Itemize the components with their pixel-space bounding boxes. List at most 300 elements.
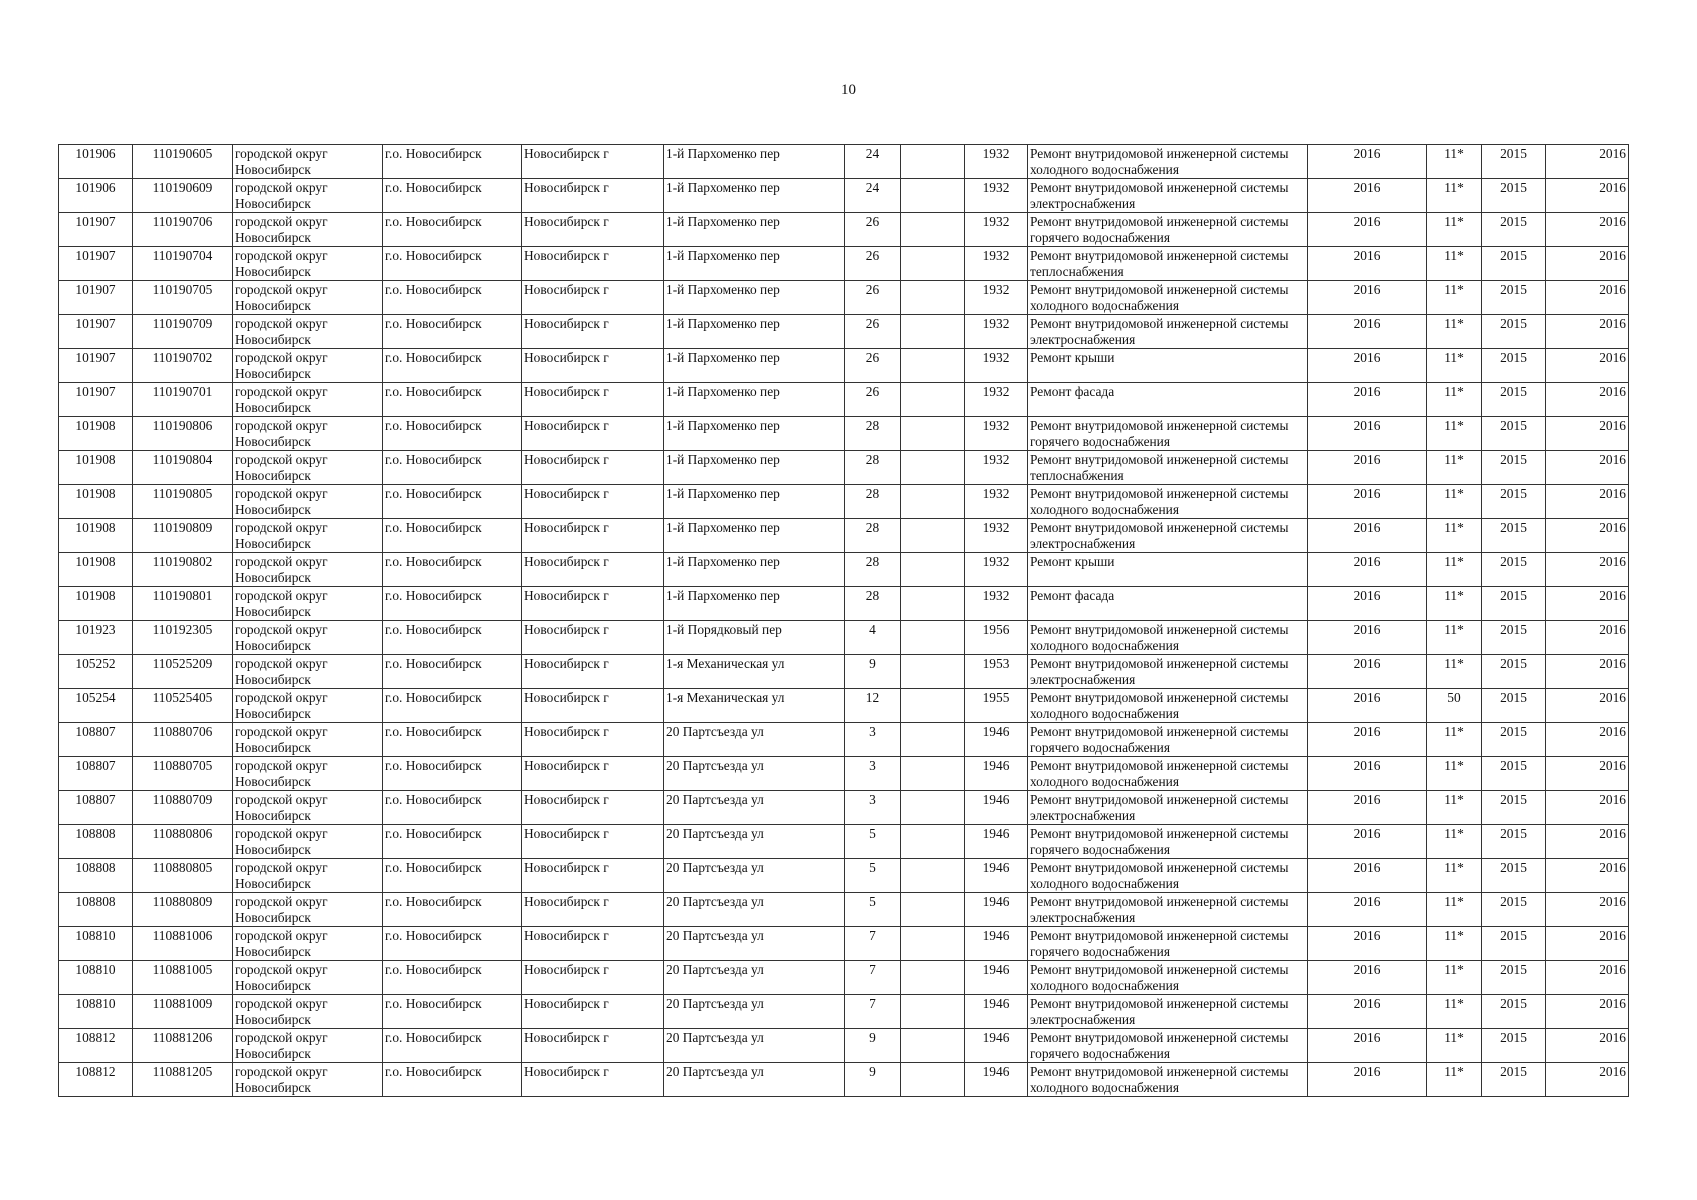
construction-year-cell: 1932 <box>965 213 1028 247</box>
table-body <box>59 145 1629 1097</box>
table-row <box>59 417 1629 451</box>
planned-year-cell: 2016 <box>1308 553 1427 587</box>
period-start-cell: 2015 <box>1482 179 1546 213</box>
construction-year-cell: 1946 <box>965 791 1028 825</box>
period-start-cell: 2015 <box>1482 587 1546 621</box>
municipality-cell: городской округ Новосибирск <box>233 655 383 689</box>
period-end-cell: 2016 <box>1546 587 1629 621</box>
work-type-cell: Ремонт внутридомовой инженерной системы электроснабжения <box>1028 893 1308 927</box>
table-row <box>59 485 1629 519</box>
period-start-cell: 2015 <box>1482 621 1546 655</box>
municipality-cell: городской округ Новосибирск <box>233 145 383 179</box>
settlement-cell: Новосибирск г <box>522 893 664 927</box>
work-id-cell: 110880806 <box>133 825 233 859</box>
municipality-cell: городской округ Новосибирск <box>233 621 383 655</box>
settlement-cell: Новосибирск г <box>522 213 664 247</box>
house-number-cell: 28 <box>845 553 901 587</box>
code-cell: 11* <box>1427 1063 1482 1097</box>
period-end-cell: 2016 <box>1546 791 1629 825</box>
table-row <box>59 519 1629 553</box>
work-id-cell: 110190804 <box>133 451 233 485</box>
planned-year-cell: 2016 <box>1308 281 1427 315</box>
house-id-cell: 108808 <box>59 893 133 927</box>
district-cell: г.о. Новосибирск <box>383 927 522 961</box>
settlement-cell: Новосибирск г <box>522 281 664 315</box>
code-cell: 50 <box>1427 689 1482 723</box>
period-start-cell: 2015 <box>1482 281 1546 315</box>
period-start-cell: 2015 <box>1482 927 1546 961</box>
code-cell: 11* <box>1427 315 1482 349</box>
building-cell <box>901 689 965 723</box>
table-row <box>59 281 1629 315</box>
settlement-cell: Новосибирск г <box>522 927 664 961</box>
period-end-cell: 2016 <box>1546 485 1629 519</box>
building-cell <box>901 825 965 859</box>
house-number-cell: 28 <box>845 451 901 485</box>
house-number-cell: 7 <box>845 995 901 1029</box>
code-cell: 11* <box>1427 485 1482 519</box>
municipality-cell: городской округ Новосибирск <box>233 247 383 281</box>
house-id-cell: 108808 <box>59 859 133 893</box>
work-id-cell: 110190805 <box>133 485 233 519</box>
settlement-cell: Новосибирск г <box>522 145 664 179</box>
period-start-cell: 2015 <box>1482 451 1546 485</box>
capital-repair-table <box>58 144 1629 1097</box>
house-id-cell: 101906 <box>59 179 133 213</box>
settlement-cell: Новосибирск г <box>522 485 664 519</box>
planned-year-cell: 2016 <box>1308 757 1427 791</box>
work-type-cell: Ремонт внутридомовой инженерной системы холодного водоснабжения <box>1028 145 1308 179</box>
period-end-cell: 2016 <box>1546 349 1629 383</box>
period-start-cell: 2015 <box>1482 723 1546 757</box>
house-id-cell: 101908 <box>59 519 133 553</box>
work-id-cell: 110881009 <box>133 995 233 1029</box>
house-number-cell: 26 <box>845 349 901 383</box>
code-cell: 11* <box>1427 961 1482 995</box>
work-id-cell: 110190806 <box>133 417 233 451</box>
house-number-cell: 26 <box>845 247 901 281</box>
code-cell: 11* <box>1427 1029 1482 1063</box>
building-cell <box>901 281 965 315</box>
planned-year-cell: 2016 <box>1308 485 1427 519</box>
settlement-cell: Новосибирск г <box>522 417 664 451</box>
code-cell: 11* <box>1427 655 1482 689</box>
municipality-cell: городской округ Новосибирск <box>233 213 383 247</box>
work-id-cell: 110881005 <box>133 961 233 995</box>
street-cell: 20 Партсъезда ул <box>664 1063 845 1097</box>
period-end-cell: 2016 <box>1546 927 1629 961</box>
construction-year-cell: 1932 <box>965 485 1028 519</box>
period-end-cell: 2016 <box>1546 961 1629 995</box>
house-number-cell: 28 <box>845 417 901 451</box>
table-row <box>59 859 1629 893</box>
planned-year-cell: 2016 <box>1308 927 1427 961</box>
house-number-cell: 3 <box>845 757 901 791</box>
work-id-cell: 110190701 <box>133 383 233 417</box>
house-number-cell: 5 <box>845 825 901 859</box>
settlement-cell: Новосибирск г <box>522 791 664 825</box>
building-cell <box>901 961 965 995</box>
house-number-cell: 5 <box>845 859 901 893</box>
work-id-cell: 110880709 <box>133 791 233 825</box>
house-number-cell: 12 <box>845 689 901 723</box>
work-type-cell: Ремонт внутридомовой инженерной системы холодного водоснабжения <box>1028 961 1308 995</box>
table-row <box>59 553 1629 587</box>
work-id-cell: 110880706 <box>133 723 233 757</box>
code-cell: 11* <box>1427 213 1482 247</box>
house-id-cell: 108810 <box>59 995 133 1029</box>
district-cell: г.о. Новосибирск <box>383 859 522 893</box>
period-start-cell: 2015 <box>1482 383 1546 417</box>
municipality-cell: городской округ Новосибирск <box>233 1029 383 1063</box>
construction-year-cell: 1946 <box>965 995 1028 1029</box>
construction-year-cell: 1932 <box>965 349 1028 383</box>
street-cell: 1-й Пархоменко пер <box>664 417 845 451</box>
table-row <box>59 213 1629 247</box>
building-cell <box>901 655 965 689</box>
work-type-cell: Ремонт внутридомовой инженерной системы холодного водоснабжения <box>1028 621 1308 655</box>
house-id-cell: 101907 <box>59 281 133 315</box>
period-start-cell: 2015 <box>1482 689 1546 723</box>
building-cell <box>901 621 965 655</box>
house-number-cell: 9 <box>845 655 901 689</box>
building-cell <box>901 519 965 553</box>
building-cell <box>901 1029 965 1063</box>
planned-year-cell: 2016 <box>1308 315 1427 349</box>
work-id-cell: 110880809 <box>133 893 233 927</box>
house-number-cell: 7 <box>845 927 901 961</box>
house-number-cell: 26 <box>845 315 901 349</box>
period-end-cell: 2016 <box>1546 859 1629 893</box>
code-cell: 11* <box>1427 451 1482 485</box>
code-cell: 11* <box>1427 247 1482 281</box>
municipality-cell: городской округ Новосибирск <box>233 485 383 519</box>
code-cell: 11* <box>1427 723 1482 757</box>
period-start-cell: 2015 <box>1482 859 1546 893</box>
construction-year-cell: 1946 <box>965 859 1028 893</box>
code-cell: 11* <box>1427 145 1482 179</box>
settlement-cell: Новосибирск г <box>522 961 664 995</box>
building-cell <box>901 315 965 349</box>
planned-year-cell: 2016 <box>1308 451 1427 485</box>
construction-year-cell: 1955 <box>965 689 1028 723</box>
house-number-cell: 3 <box>845 791 901 825</box>
house-id-cell: 101907 <box>59 349 133 383</box>
planned-year-cell: 2016 <box>1308 655 1427 689</box>
construction-year-cell: 1946 <box>965 1029 1028 1063</box>
municipality-cell: городской округ Новосибирск <box>233 927 383 961</box>
district-cell: г.о. Новосибирск <box>383 961 522 995</box>
code-cell: 11* <box>1427 553 1482 587</box>
work-type-cell: Ремонт внутридомовой инженерной системы холодного водоснабжения <box>1028 1063 1308 1097</box>
work-id-cell: 110190809 <box>133 519 233 553</box>
table-row <box>59 961 1629 995</box>
work-id-cell: 110190706 <box>133 213 233 247</box>
work-id-cell: 110190802 <box>133 553 233 587</box>
building-cell <box>901 893 965 927</box>
code-cell: 11* <box>1427 927 1482 961</box>
planned-year-cell: 2016 <box>1308 689 1427 723</box>
period-end-cell: 2016 <box>1546 145 1629 179</box>
building-cell <box>901 349 965 383</box>
house-id-cell: 108810 <box>59 961 133 995</box>
district-cell: г.о. Новосибирск <box>383 417 522 451</box>
street-cell: 1-й Пархоменко пер <box>664 315 845 349</box>
municipality-cell: городской округ Новосибирск <box>233 281 383 315</box>
period-start-cell: 2015 <box>1482 315 1546 349</box>
district-cell: г.о. Новосибирск <box>383 689 522 723</box>
planned-year-cell: 2016 <box>1308 825 1427 859</box>
period-end-cell: 2016 <box>1546 757 1629 791</box>
table-row <box>59 1063 1629 1097</box>
work-id-cell: 110190705 <box>133 281 233 315</box>
work-type-cell: Ремонт внутридомовой инженерной системы горячего водоснабжения <box>1028 723 1308 757</box>
district-cell: г.о. Новосибирск <box>383 179 522 213</box>
period-end-cell: 2016 <box>1546 519 1629 553</box>
house-number-cell: 26 <box>845 213 901 247</box>
house-id-cell: 108812 <box>59 1063 133 1097</box>
municipality-cell: городской округ Новосибирск <box>233 315 383 349</box>
construction-year-cell: 1932 <box>965 417 1028 451</box>
planned-year-cell: 2016 <box>1308 791 1427 825</box>
building-cell <box>901 485 965 519</box>
house-id-cell: 105252 <box>59 655 133 689</box>
house-number-cell: 4 <box>845 621 901 655</box>
work-type-cell: Ремонт внутридомовой инженерной системы горячего водоснабжения <box>1028 825 1308 859</box>
street-cell: 1-й Порядковый пер <box>664 621 845 655</box>
work-type-cell: Ремонт внутридомовой инженерной системы горячего водоснабжения <box>1028 1029 1308 1063</box>
work-type-cell: Ремонт внутридомовой инженерной системы холодного водоснабжения <box>1028 485 1308 519</box>
house-number-cell: 7 <box>845 961 901 995</box>
work-type-cell: Ремонт внутридомовой инженерной системы горячего водоснабжения <box>1028 213 1308 247</box>
building-cell <box>901 1063 965 1097</box>
house-id-cell: 101907 <box>59 383 133 417</box>
period-start-cell: 2015 <box>1482 1063 1546 1097</box>
street-cell: 20 Партсъезда ул <box>664 927 845 961</box>
municipality-cell: городской округ Новосибирск <box>233 417 383 451</box>
work-id-cell: 110881206 <box>133 1029 233 1063</box>
street-cell: 1-й Пархоменко пер <box>664 451 845 485</box>
period-end-cell: 2016 <box>1546 383 1629 417</box>
house-id-cell: 108812 <box>59 1029 133 1063</box>
period-end-cell: 2016 <box>1546 553 1629 587</box>
district-cell: г.о. Новосибирск <box>383 315 522 349</box>
planned-year-cell: 2016 <box>1308 961 1427 995</box>
planned-year-cell: 2016 <box>1308 213 1427 247</box>
table-row <box>59 315 1629 349</box>
table-row <box>59 349 1629 383</box>
construction-year-cell: 1946 <box>965 757 1028 791</box>
work-type-cell: Ремонт внутридомовой инженерной системы электроснабжения <box>1028 995 1308 1029</box>
settlement-cell: Новосибирск г <box>522 689 664 723</box>
municipality-cell: городской округ Новосибирск <box>233 519 383 553</box>
work-id-cell: 110881006 <box>133 927 233 961</box>
house-number-cell: 28 <box>845 485 901 519</box>
building-cell <box>901 145 965 179</box>
period-end-cell: 2016 <box>1546 723 1629 757</box>
table-row <box>59 587 1629 621</box>
street-cell: 1-й Пархоменко пер <box>664 383 845 417</box>
building-cell <box>901 553 965 587</box>
house-id-cell: 101907 <box>59 247 133 281</box>
code-cell: 11* <box>1427 587 1482 621</box>
settlement-cell: Новосибирск г <box>522 587 664 621</box>
period-start-cell: 2015 <box>1482 655 1546 689</box>
district-cell: г.о. Новосибирск <box>383 383 522 417</box>
house-number-cell: 24 <box>845 179 901 213</box>
period-start-cell: 2015 <box>1482 349 1546 383</box>
period-end-cell: 2016 <box>1546 179 1629 213</box>
building-cell <box>901 587 965 621</box>
house-id-cell: 101907 <box>59 315 133 349</box>
municipality-cell: городской округ Новосибирск <box>233 349 383 383</box>
construction-year-cell: 1946 <box>965 961 1028 995</box>
period-end-cell: 2016 <box>1546 1029 1629 1063</box>
period-end-cell: 2016 <box>1546 825 1629 859</box>
municipality-cell: городской округ Новосибирск <box>233 723 383 757</box>
municipality-cell: городской округ Новосибирск <box>233 587 383 621</box>
work-type-cell: Ремонт внутридомовой инженерной системы холодного водоснабжения <box>1028 281 1308 315</box>
period-start-cell: 2015 <box>1482 825 1546 859</box>
building-cell <box>901 723 965 757</box>
district-cell: г.о. Новосибирск <box>383 1029 522 1063</box>
planned-year-cell: 2016 <box>1308 145 1427 179</box>
house-number-cell: 5 <box>845 893 901 927</box>
district-cell: г.о. Новосибирск <box>383 247 522 281</box>
planned-year-cell: 2016 <box>1308 417 1427 451</box>
construction-year-cell: 1946 <box>965 893 1028 927</box>
work-type-cell: Ремонт внутридомовой инженерной системы электроснабжения <box>1028 519 1308 553</box>
table-row <box>59 893 1629 927</box>
street-cell: 20 Партсъезда ул <box>664 791 845 825</box>
code-cell: 11* <box>1427 621 1482 655</box>
period-start-cell: 2015 <box>1482 213 1546 247</box>
work-id-cell: 110881205 <box>133 1063 233 1097</box>
district-cell: г.о. Новосибирск <box>383 485 522 519</box>
street-cell: 20 Партсъезда ул <box>664 723 845 757</box>
table-row <box>59 621 1629 655</box>
street-cell: 1-й Пархоменко пер <box>664 553 845 587</box>
house-number-cell: 3 <box>845 723 901 757</box>
table-row <box>59 145 1629 179</box>
construction-year-cell: 1956 <box>965 621 1028 655</box>
municipality-cell: городской округ Новосибирск <box>233 791 383 825</box>
house-id-cell: 101906 <box>59 145 133 179</box>
street-cell: 1-й Пархоменко пер <box>664 587 845 621</box>
period-start-cell: 2015 <box>1482 553 1546 587</box>
code-cell: 11* <box>1427 519 1482 553</box>
planned-year-cell: 2016 <box>1308 1063 1427 1097</box>
street-cell: 1-й Пархоменко пер <box>664 179 845 213</box>
period-start-cell: 2015 <box>1482 995 1546 1029</box>
street-cell: 20 Партсъезда ул <box>664 825 845 859</box>
construction-year-cell: 1932 <box>965 587 1028 621</box>
work-type-cell: Ремонт внутридомовой инженерной системы электроснабжения <box>1028 179 1308 213</box>
code-cell: 11* <box>1427 383 1482 417</box>
work-type-cell: Ремонт крыши <box>1028 349 1308 383</box>
code-cell: 11* <box>1427 417 1482 451</box>
house-id-cell: 101908 <box>59 587 133 621</box>
period-start-cell: 2015 <box>1482 485 1546 519</box>
period-end-cell: 2016 <box>1546 281 1629 315</box>
construction-year-cell: 1946 <box>965 1063 1028 1097</box>
district-cell: г.о. Новосибирск <box>383 145 522 179</box>
building-cell <box>901 417 965 451</box>
municipality-cell: городской округ Новосибирск <box>233 451 383 485</box>
street-cell: 1-й Пархоменко пер <box>664 145 845 179</box>
house-id-cell: 108807 <box>59 791 133 825</box>
house-number-cell: 26 <box>845 383 901 417</box>
work-id-cell: 110190702 <box>133 349 233 383</box>
building-cell <box>901 927 965 961</box>
settlement-cell: Новосибирск г <box>522 1063 664 1097</box>
work-id-cell: 110880705 <box>133 757 233 791</box>
construction-year-cell: 1932 <box>965 451 1028 485</box>
house-id-cell: 101908 <box>59 451 133 485</box>
settlement-cell: Новосибирск г <box>522 859 664 893</box>
construction-year-cell: 1946 <box>965 927 1028 961</box>
period-end-cell: 2016 <box>1546 247 1629 281</box>
building-cell <box>901 451 965 485</box>
period-end-cell: 2016 <box>1546 417 1629 451</box>
planned-year-cell: 2016 <box>1308 349 1427 383</box>
street-cell: 1-й Пархоменко пер <box>664 281 845 315</box>
district-cell: г.о. Новосибирск <box>383 281 522 315</box>
district-cell: г.о. Новосибирск <box>383 213 522 247</box>
code-cell: 11* <box>1427 995 1482 1029</box>
house-number-cell: 28 <box>845 519 901 553</box>
district-cell: г.о. Новосибирск <box>383 757 522 791</box>
period-end-cell: 2016 <box>1546 893 1629 927</box>
work-id-cell: 110192305 <box>133 621 233 655</box>
building-cell <box>901 859 965 893</box>
settlement-cell: Новосибирск г <box>522 315 664 349</box>
table-row <box>59 927 1629 961</box>
planned-year-cell: 2016 <box>1308 1029 1427 1063</box>
settlement-cell: Новосибирск г <box>522 655 664 689</box>
construction-year-cell: 1932 <box>965 145 1028 179</box>
work-type-cell: Ремонт внутридомовой инженерной системы холодного водоснабжения <box>1028 859 1308 893</box>
planned-year-cell: 2016 <box>1308 247 1427 281</box>
settlement-cell: Новосибирск г <box>522 825 664 859</box>
house-id-cell: 101923 <box>59 621 133 655</box>
house-number-cell: 24 <box>845 145 901 179</box>
settlement-cell: Новосибирск г <box>522 757 664 791</box>
municipality-cell: городской округ Новосибирск <box>233 859 383 893</box>
district-cell: г.о. Новосибирск <box>383 587 522 621</box>
district-cell: г.о. Новосибирск <box>383 825 522 859</box>
work-id-cell: 110190801 <box>133 587 233 621</box>
street-cell: 20 Партсъезда ул <box>664 961 845 995</box>
street-cell: 1-й Пархоменко пер <box>664 247 845 281</box>
period-start-cell: 2015 <box>1482 519 1546 553</box>
table-row <box>59 179 1629 213</box>
work-type-cell: Ремонт фасада <box>1028 383 1308 417</box>
municipality-cell: городской округ Новосибирск <box>233 689 383 723</box>
period-end-cell: 2016 <box>1546 689 1629 723</box>
construction-year-cell: 1932 <box>965 281 1028 315</box>
district-cell: г.о. Новосибирск <box>383 893 522 927</box>
period-end-cell: 2016 <box>1546 621 1629 655</box>
settlement-cell: Новосибирск г <box>522 519 664 553</box>
code-cell: 11* <box>1427 859 1482 893</box>
district-cell: г.о. Новосибирск <box>383 723 522 757</box>
work-type-cell: Ремонт внутридомовой инженерной системы электроснабжения <box>1028 315 1308 349</box>
period-end-cell: 2016 <box>1546 995 1629 1029</box>
code-cell: 11* <box>1427 281 1482 315</box>
construction-year-cell: 1932 <box>965 179 1028 213</box>
planned-year-cell: 2016 <box>1308 995 1427 1029</box>
